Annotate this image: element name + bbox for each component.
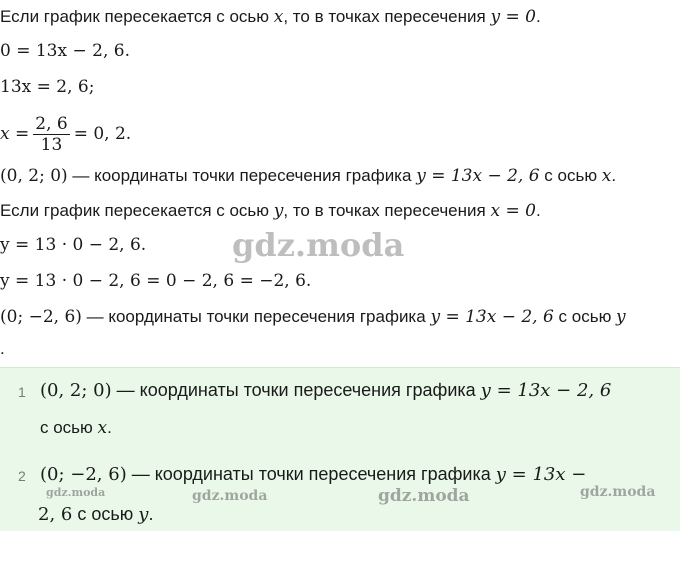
answer-number: 2 bbox=[18, 468, 26, 484]
solution-line-9: (0; −2, 6) — координаты точки пересечения графика y = 13x − 2, 6 с осью y bbox=[0, 307, 626, 327]
answer-1-line-2: с осью x. bbox=[40, 418, 112, 438]
solution-line-6: Если график пересекается с осью y, то в точках пересечения x = 0. bbox=[0, 201, 541, 221]
fraction-line: x = $\frac{2, 6}{13}$ = 0, 2. bbox=[0, 114, 132, 155]
answer-number: 1 bbox=[18, 384, 26, 400]
equation-line-3: 13x = 2, 6; bbox=[0, 77, 95, 97]
watermark: gdz.moda bbox=[192, 488, 268, 504]
trailing-dot: . bbox=[0, 339, 5, 358]
solution-line-5: (0, 2; 0) — координаты точки пересечения графика y = 13x − 2, 6 с осью x. bbox=[0, 166, 617, 186]
solution-line-1: Если график пересекается с осью x, то в точках пересечения y = 0. bbox=[0, 7, 541, 27]
equation-line-7: y = 13 · 0 − 2, 6. bbox=[0, 235, 147, 255]
equation-line-2: 0 = 13x − 2, 6. bbox=[0, 41, 130, 61]
answer-2-line-2: 2, 6 с осью y. bbox=[38, 504, 154, 525]
watermark: gdz.moda bbox=[378, 486, 470, 506]
equation-line-8: y = 13 · 0 − 2, 6 = 0 − 2, 6 = −2, 6. bbox=[0, 271, 312, 291]
watermark: gdz.moda bbox=[580, 484, 656, 500]
answer-1-line-1: (0, 2; 0) — координаты точки пересечения графика y = 13x − 2, 6 bbox=[40, 380, 612, 401]
watermark: gdz.moda bbox=[232, 226, 405, 264]
watermark: gdz.moda bbox=[46, 486, 106, 499]
answer-2-line-1: (0; −2, 6) — координаты точки пересечения графика y = 13x − bbox=[40, 464, 587, 485]
fraction: $\frac{2, 6}{13}$ bbox=[35, 114, 68, 155]
answer-block bbox=[0, 367, 680, 531]
